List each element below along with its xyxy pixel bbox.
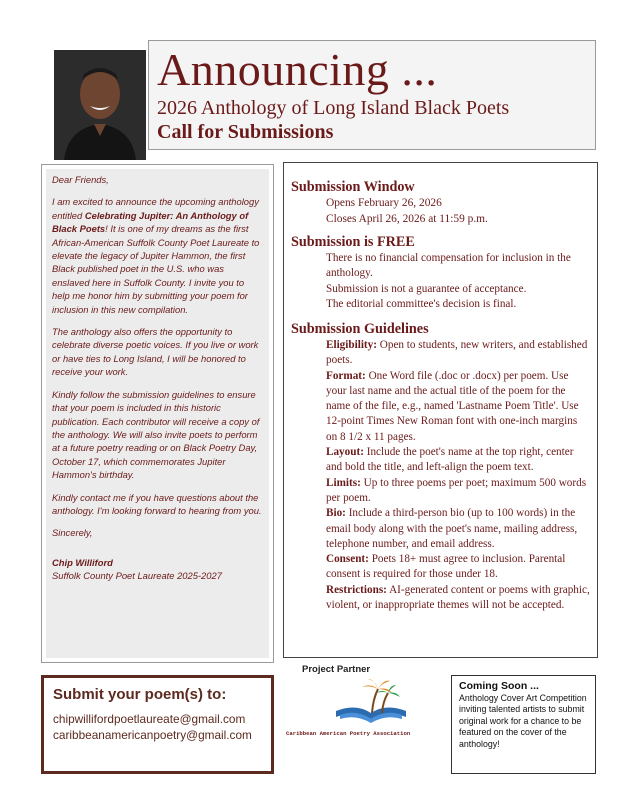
announcement-title: Announcing ... [157,44,438,95]
letter-closing: Sincerely, [52,527,93,539]
free-line: There is no financial compensation for inclusion in the anthology. [326,252,571,280]
letter-paragraph-3: Kindly follow the submission guidelines to ensure that your poem is included in this historic publication. Each contributor will receive a copy of the anthology. We will also invite poets to perform at a future poetry reading or on Black Poetry Day, October 17, which commemorates Jupiter Hammon's birthday. [52,388,260,481]
guideline-item [326,338,591,369]
partner-org-name: Caribbean American Poetry Association [286,730,411,737]
letter-body [46,169,269,658]
guideline-text: Include the poet's name at the top right, center and bold the title, and left-align the poem text. [326,446,574,474]
signature-role: Suffolk County Poet Laureate 2025-2027 [52,570,222,582]
guideline-label: Consent: [326,553,369,566]
free-details [326,251,591,312]
signature-name: Chip Williford [52,556,113,568]
guideline-label: Bio: [326,507,346,520]
palm-tree-book-icon [326,677,416,727]
guideline-item [326,369,591,445]
letter-paragraph-2: The anthology also offers the opportunity to celebrate diverse poetic voices. If you live or work or have ties to Long Island, I will be honored to receive your work. [52,326,259,378]
partner-label: Project Partner [302,664,371,675]
guideline-text: One Word file (.doc or .docx) per poem. Use your last name and the actual title of the poem for the name of the file, e.g., named 'Lastname Poem Title'. Use 12-point Times New Roman font with one-inch margins on 8 1/2 x 11 pages. [326,369,579,443]
guideline-text: Include a third-person bio (up to 100 words) in the email body along with the poet's name, mailing address, telephone number, and email address. [326,507,578,550]
anthology-subtitle: 2026 Anthology of Long Island Black Poets [157,97,510,119]
guideline-item [326,476,591,507]
coming-soon-box [451,675,596,774]
guidelines-panel [283,162,598,658]
header-banner [148,40,596,150]
submit-box [41,675,274,774]
coming-soon-body: Anthology Cover Art Competition inviting talented artists to submit original work for a chance to be featured on the cover of the anthology! [459,693,587,749]
guideline-label: Restrictions: [326,583,387,596]
email-link-laureate[interactable]: chipwillifordpoetlaureate@gmail.com [53,712,246,726]
free-heading: Submission is FREE [291,234,415,250]
guideline-item [326,506,591,552]
free-line: Submission is not a guarantee of acceptance. [326,282,527,295]
guideline-item [326,445,591,476]
opens-date: Opens February 26, 2026 [326,197,442,209]
guidelines-list [326,338,591,613]
guideline-item [326,583,591,614]
portrait-photo [54,50,146,160]
guideline-label: Eligibility: [326,339,377,351]
guideline-text: Up to three poems per poet; maximum 500 words per poem. [326,476,587,504]
letter-paragraph-4: Kindly contact me if you have questions about the anthology. I'm looking forward to hearing from you. [52,491,262,516]
window-heading: Submission Window [291,179,415,195]
letter-p1-rest: ! It is one of my dreams as the first African-American Suffolk County Poet Laureate to elevate the legacy of Jupiter Hammon, the first Black published poet in the U.S. who was enslaved here in Suffolk County. I invite you to help me honor him by submitting your poem for inclusion in this new compilation. [52,223,260,315]
guideline-text: AI-generated content or poems with graphic, violent, or inappropriate themes will not be accepted. [326,583,590,612]
guideline-text: Poets 18+ must agree to inclusion. Parental consent is required for those under 18. [326,553,566,581]
email-link-association[interactable]: caribbeanamericanpoetry@gmail.com [53,728,252,742]
letter-p1-intro: I am excited to announce the upcoming anthology entitled [52,196,259,221]
letter-panel [41,164,274,663]
letter-paragraph-1 [52,195,263,316]
guideline-label: Layout: [326,446,364,459]
closes-date: Closes April 26, 2026 at 11:59 p.m. [326,213,488,225]
submit-title: Submit your poem(s) to: [53,686,227,703]
guidelines-heading: Submission Guidelines [291,321,429,337]
anthology-title: Celebrating Jupiter: An Anthology of Black Poets [52,209,249,235]
free-line: The editorial committee's decision is final. [326,297,517,310]
coming-soon-title: Coming Soon ... [459,680,539,692]
guideline-label: Format: [326,369,366,382]
guideline-label: Limits: [326,476,361,489]
call-for-submissions: Call for Submissions [157,121,334,143]
guideline-item [326,552,591,583]
guideline-text: Open to students, new writers, and established poets. [326,339,588,367]
letter-greeting: Dear Friends, [52,174,109,185]
